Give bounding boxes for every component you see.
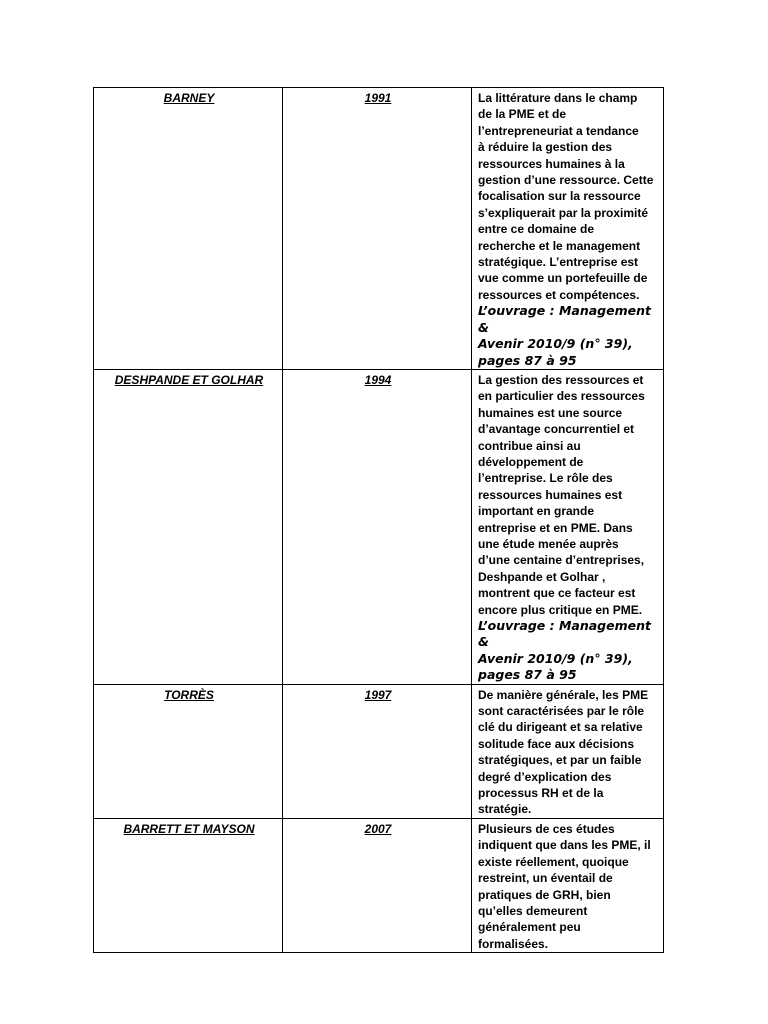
author-name: BARNEY: [163, 91, 215, 105]
description-cell: [472, 818, 664, 952]
author-name: BARRETT ET MAYSON: [123, 821, 255, 836]
table-row: [94, 684, 664, 818]
description-cell: [472, 684, 664, 818]
table-row: [94, 818, 664, 952]
publication-year: 1997: [364, 687, 392, 702]
reference-text: L’ouvrage : Management & Avenir 2010/9 (n° 39), pages 87 à 95: [478, 618, 651, 683]
table-row: [94, 369, 664, 684]
description-cell: [472, 88, 664, 370]
publication-year: 1991: [364, 91, 392, 105]
year-cell: [283, 818, 472, 952]
year-cell: [283, 684, 472, 818]
description-cell: [472, 369, 664, 684]
publication-year: 1994: [364, 372, 392, 387]
description-text: La littérature dans le champ de la PME et de l’entrepreneuriat a tendance à réduire la gestion des ressources humaines à la gestion d’une ressource. Cette focalisation sur la ressource s’expliquerait par la proximité entre ce domaine de recherche et le management stratégique. L’entreprise est vue comme un portefeuille de ressources et compétences.: [478, 91, 654, 302]
author-cell: [94, 88, 283, 370]
year-cell: [283, 88, 472, 370]
year-cell: [283, 369, 472, 684]
table-row: [94, 88, 664, 370]
author-cell: [94, 369, 283, 684]
publication-year: 2007: [364, 821, 392, 836]
description-text: De manière générale, les PME sont caractérisées par le rôle clé du dirigeant et sa relative solitude face aux décisions stratégiques, et par un faible degré d’explication des processus RH et de la stratégie.: [478, 687, 649, 817]
description-text: La gestion des ressources et en particulier des ressources humaines est une source d’avantage concurrentiel et contribue ainsi au développement de l’entreprise. Le rôle des ressources humaines est important en grande entreprise et en PME. Dans une étude menée auprès d’une centaine d’entreprises, Deshpande et Golhar , montrent que ce facteur est encore plus critique en PME.: [478, 372, 645, 617]
author-cell: [94, 684, 283, 818]
description-text: Plusieurs de ces études indiquent que dans les PME, il existe réellement, quoique restreint, un éventail de pratiques de GRH, bien qu’elles demeurent généralement peu formalisées.: [478, 821, 651, 951]
author-name: TORRÈS: [164, 687, 214, 702]
author-name: DESHPANDE ET GOLHAR: [114, 372, 264, 387]
reference-text: L’ouvrage : Management & Avenir 2010/9 (n° 39), pages 87 à 95: [478, 303, 651, 368]
author-cell: [94, 818, 283, 952]
literature-table: [93, 87, 664, 953]
